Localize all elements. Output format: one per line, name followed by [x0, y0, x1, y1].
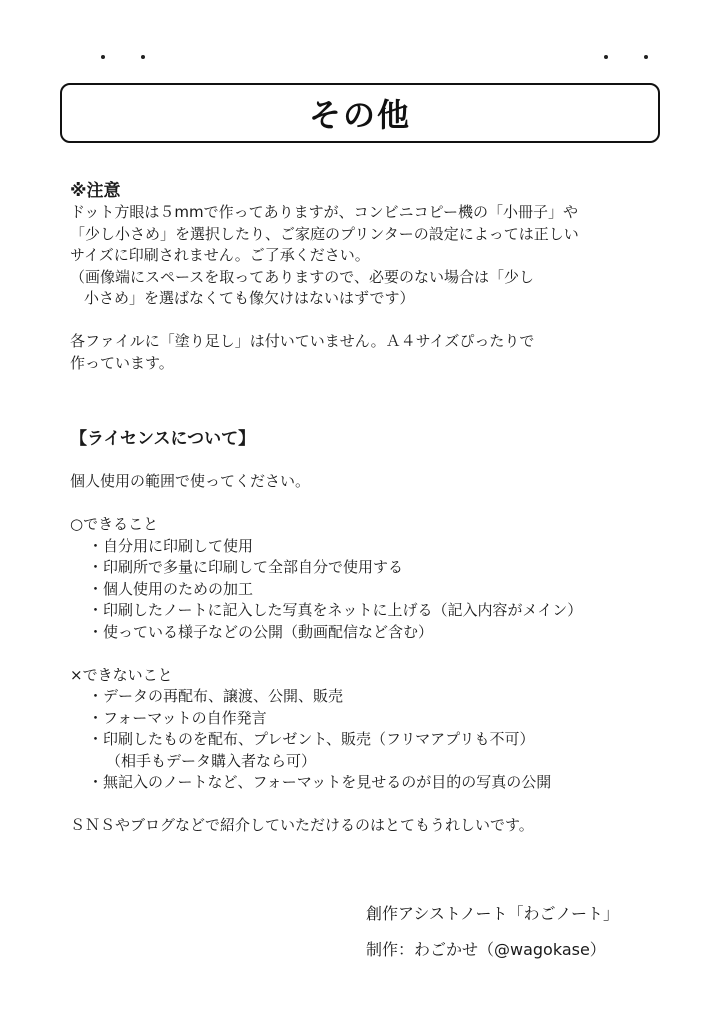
decor-dot	[604, 55, 608, 59]
notice-line: 小さめ」を選ばなくても像欠けはないはずです）	[84, 289, 415, 307]
license-heading: 【ライセンスについて】	[70, 428, 256, 449]
credits	[366, 902, 619, 962]
decor-dot	[101, 55, 105, 59]
notice-line: ドット方眼は５mmで作ってありますが、コンビニコピー機の「小冊子」や	[70, 203, 579, 221]
forbidden-item: ・印刷したものを配布、プレゼント、販売（フリマアプリも不可）	[88, 730, 535, 748]
forbidden-item: ・無記入のノートなど、フォーマットを見せるのが目的の写真の公開	[88, 773, 552, 791]
allowed-item: ・印刷所で多量に印刷して全部自分で使用する	[88, 558, 404, 576]
sns-note: ＳＮＳやブログなどで紹介していただけるのはとてもうれしいです。	[70, 816, 534, 834]
page-title-box	[60, 83, 660, 143]
author-credit: 制作：わごかせ（@wagokase）	[366, 940, 606, 959]
forbidden-item: ・フォーマットの自作発言	[88, 708, 267, 727]
main-content	[70, 180, 670, 837]
bleed-note-line: 作っています。	[70, 353, 174, 372]
notice-line: サイズに印刷されません。ご了承ください。	[70, 246, 370, 264]
forbidden-item-continuation: （相手もデータ購入者なら可）	[106, 751, 317, 770]
notice-line: 「少し小さめ」を選択したり、ご家庭のプリンターの設定によっては正しい	[70, 224, 579, 243]
allowed-item: ・印刷したノートに記入した写真をネットに上げる（記入内容がメイン）	[88, 601, 583, 619]
forbidden-item: ・データの再配布、譲渡、公開、販売	[88, 687, 344, 705]
bleed-note-line: 各ファイルに「塗り足し」は付いていません。Ａ４サイズぴったりで	[70, 332, 535, 350]
allowed-heading: ○できること	[70, 515, 159, 533]
forbidden-heading: ×できないこと	[70, 665, 173, 684]
page-title: その他	[308, 96, 411, 134]
allowed-item: ・個人使用のための加工	[88, 579, 254, 598]
license-intro: 個人使用の範囲で使ってください。	[70, 472, 311, 490]
allowed-item: ・自分用に印刷して使用	[88, 536, 254, 555]
notice-heading: ※注意	[70, 181, 121, 201]
notice-line: （画像端にスペースを取ってありますので、必要のない場合は「少し	[70, 267, 534, 286]
decor-dot	[644, 55, 648, 59]
decor-dot	[141, 55, 145, 59]
product-name: 創作アシストノート「わごノート」	[366, 904, 619, 923]
allowed-item: ・使っている様子などの公開（動画配信など含む）	[88, 622, 434, 641]
